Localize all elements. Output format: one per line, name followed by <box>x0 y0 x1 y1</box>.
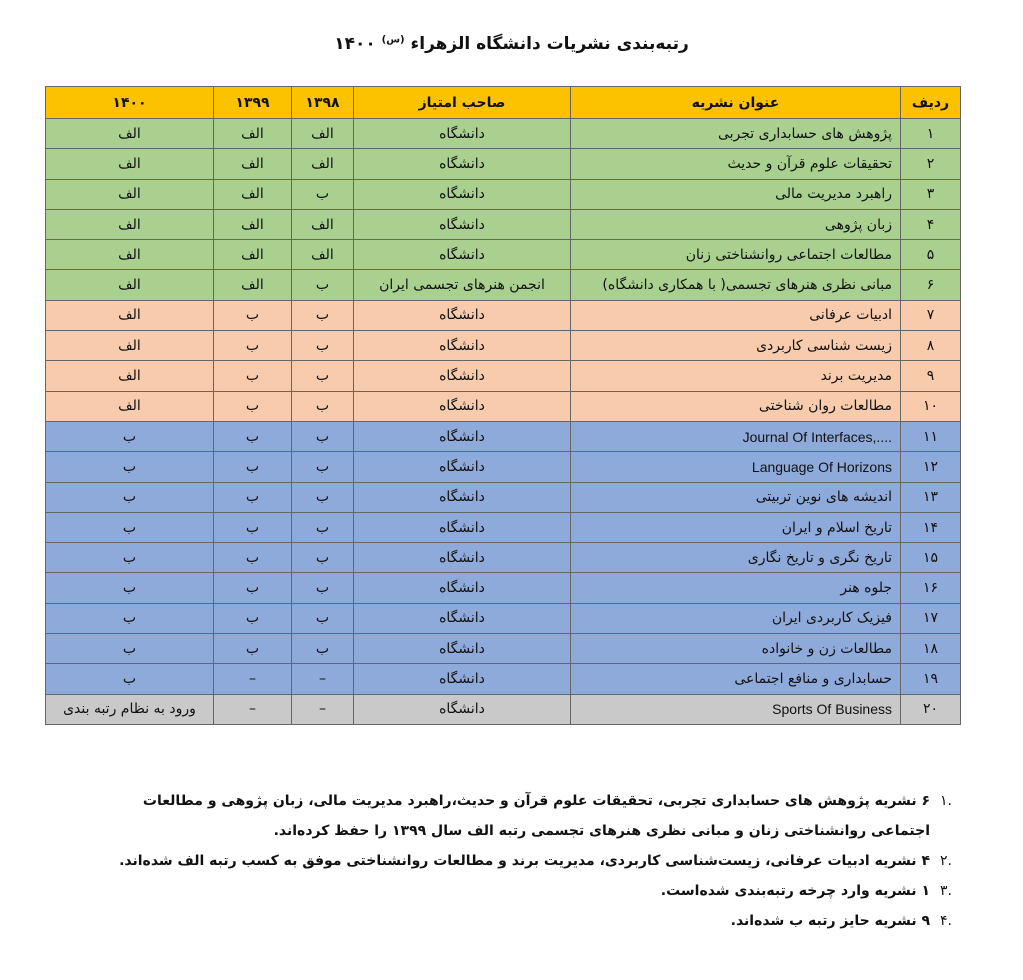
row-number-cell: ۱۹ <box>901 664 961 694</box>
rank-1399-cell: الف <box>214 240 292 270</box>
rank-1400-cell: ب <box>46 482 214 512</box>
rank-1398-cell: ب <box>292 452 354 482</box>
rank-1399-cell: ب <box>214 452 292 482</box>
rank-1400-cell: الف <box>46 391 214 421</box>
owner-cell: دانشگاه <box>354 391 571 421</box>
rank-1399-cell: الف <box>214 119 292 149</box>
rank-1399-cell: ب <box>214 573 292 603</box>
rank-1398-cell: ب <box>292 361 354 391</box>
row-number-cell: ۶ <box>901 270 961 300</box>
rank-1399-cell: ب <box>214 361 292 391</box>
owner-cell: دانشگاه <box>354 482 571 512</box>
table-row <box>46 270 961 300</box>
rank-1399-cell: الف <box>214 179 292 209</box>
rank-1400-cell: ب <box>46 634 214 664</box>
row-number-cell: ۱۴ <box>901 512 961 542</box>
table-header-row <box>46 87 961 119</box>
rank-1399-cell: ب <box>214 603 292 633</box>
journal-title-cell: زبان پژوهی <box>571 209 901 239</box>
note-item <box>90 786 952 846</box>
note-number: .۳ <box>940 883 952 899</box>
table-row <box>46 452 961 482</box>
journal-title-cell: اندیشه های نوین تربیتی <box>571 482 901 512</box>
rank-1398-cell: الف <box>292 240 354 270</box>
row-number-cell: ۲ <box>901 149 961 179</box>
rank-1399-cell: ب <box>214 421 292 451</box>
table-row <box>46 664 961 694</box>
rank-1398-cell: ب <box>292 391 354 421</box>
rank-1398-cell: ب <box>292 179 354 209</box>
journal-title-cell: مطالعات روان شناختی <box>571 391 901 421</box>
owner-cell: دانشگاه <box>354 331 571 361</box>
note-number: .۲ <box>940 853 952 869</box>
journal-title-cell: Journal Of Interfaces,.... <box>571 421 901 451</box>
rank-1400-cell: ب <box>46 421 214 451</box>
owner-cell: دانشگاه <box>354 149 571 179</box>
owner-cell: دانشگاه <box>354 179 571 209</box>
row-number-cell: ۱۶ <box>901 573 961 603</box>
rank-1400-cell: ورود به نظام رتبه بندی <box>46 694 214 724</box>
table-row <box>46 543 961 573</box>
row-number-cell: ۵ <box>901 240 961 270</box>
row-number-cell: ۱۱ <box>901 421 961 451</box>
row-number-cell: ۱۲ <box>901 452 961 482</box>
owner-cell: دانشگاه <box>354 421 571 451</box>
rank-1398-cell: الف <box>292 149 354 179</box>
owner-cell: دانشگاه <box>354 603 571 633</box>
journal-title-cell: تاریخ اسلام و ایران <box>571 512 901 542</box>
row-number-cell: ۱۵ <box>901 543 961 573</box>
owner-cell: دانشگاه <box>354 209 571 239</box>
owner-cell: دانشگاه <box>354 694 571 724</box>
rank-1400-cell: الف <box>46 209 214 239</box>
header-1399: ۱۳۹۹ <box>214 87 292 119</box>
table-row <box>46 391 961 421</box>
row-number-cell: ۱ <box>901 119 961 149</box>
rank-1400-cell: ب <box>46 664 214 694</box>
row-number-cell: ۲۰ <box>901 694 961 724</box>
owner-cell: دانشگاه <box>354 543 571 573</box>
owner-cell: انجمن هنرهای تجسمی ایران <box>354 270 571 300</box>
row-number-cell: ۱۸ <box>901 634 961 664</box>
table-row <box>46 331 961 361</box>
rank-1400-cell: ب <box>46 603 214 633</box>
rank-1398-cell: ب <box>292 331 354 361</box>
rank-1400-cell: الف <box>46 240 214 270</box>
table-row <box>46 209 961 239</box>
table-row <box>46 634 961 664</box>
rank-1399-cell: ب <box>214 482 292 512</box>
table-row <box>46 179 961 209</box>
rank-1398-cell: – <box>292 694 354 724</box>
journal-title-cell: راهبرد مدیریت مالی <box>571 179 901 209</box>
row-number-cell: ۱۷ <box>901 603 961 633</box>
rank-1399-cell: ب <box>214 634 292 664</box>
rank-1399-cell: الف <box>214 149 292 179</box>
rank-1399-cell: – <box>214 694 292 724</box>
ranking-table <box>45 86 961 725</box>
table-row <box>46 482 961 512</box>
owner-cell: دانشگاه <box>354 664 571 694</box>
rank-1400-cell: ب <box>46 512 214 542</box>
rank-1400-cell: الف <box>46 270 214 300</box>
rank-1398-cell: – <box>292 664 354 694</box>
title-text: رتبه‌بندی نشریات دانشگاه الزهراء <box>410 34 689 54</box>
rank-1398-cell: ب <box>292 543 354 573</box>
rank-1399-cell: الف <box>214 270 292 300</box>
rank-1399-cell: – <box>214 664 292 694</box>
header-1400: ۱۴۰۰ <box>46 87 214 119</box>
rank-1398-cell: ب <box>292 603 354 633</box>
notes-list <box>90 786 970 936</box>
journal-title-cell: مبانی نظری هنرهای تجسمی( با همکاری دانشگاه) <box>571 270 901 300</box>
rank-1400-cell: الف <box>46 179 214 209</box>
rank-1398-cell: الف <box>292 119 354 149</box>
rank-1400-cell: الف <box>46 119 214 149</box>
journal-title-cell: مطالعات اجتماعی روانشناختی زنان <box>571 240 901 270</box>
rank-1399-cell: ب <box>214 331 292 361</box>
rank-1399-cell: الف <box>214 209 292 239</box>
rank-1398-cell: الف <box>292 209 354 239</box>
row-number-cell: ۱۳ <box>901 482 961 512</box>
note-text: ۴ نشریه ادبیات عرفانی، زیست‌شناسی کاربردی، مدیریت برند و مطالعات روانشناختی موفق به کسب رتبه الف شده‌اند. <box>119 853 930 869</box>
page-title <box>0 34 1023 54</box>
journal-title-cell: حسابداری و منافع اجتماعی <box>571 664 901 694</box>
journal-title-cell: پژوهش های حسابداری تجربی <box>571 119 901 149</box>
header-row-number: ردیف <box>901 87 961 119</box>
owner-cell: دانشگاه <box>354 361 571 391</box>
row-number-cell: ۱۰ <box>901 391 961 421</box>
rank-1398-cell: ب <box>292 512 354 542</box>
journal-title-cell: زیست شناسی کاربردی <box>571 331 901 361</box>
row-number-cell: ۴ <box>901 209 961 239</box>
note-text: ۶ نشریه پژوهش های حسابداری تجربی، تحقیقات علوم قرآن و حدیث،راهبرد مدیریت مالی، زبان پژوهی و مطالعات اجتماعی روانشناختی زنان و مبانی نظری هنرهای تجسمی رتبه الف سال ۱۳۹۹ را حفظ کرده‌اند. <box>142 793 930 839</box>
journal-title-cell: Sports Of Business <box>571 694 901 724</box>
rank-1400-cell: ب <box>46 543 214 573</box>
rank-1398-cell: ب <box>292 634 354 664</box>
rank-1398-cell: ب <box>292 573 354 603</box>
rank-1400-cell: ب <box>46 452 214 482</box>
owner-cell: دانشگاه <box>354 573 571 603</box>
table-row <box>46 603 961 633</box>
journal-title-cell: Language Of Horizons <box>571 452 901 482</box>
journal-title-cell: ادبیات عرفانی <box>571 300 901 330</box>
table-row <box>46 361 961 391</box>
note-number: .۴ <box>940 913 952 929</box>
note-item <box>90 906 952 936</box>
rank-1400-cell: الف <box>46 300 214 330</box>
rank-1399-cell: ب <box>214 543 292 573</box>
table-row <box>46 694 961 724</box>
journal-title-cell: مدیریت برند <box>571 361 901 391</box>
table-row <box>46 149 961 179</box>
header-journal-title: عنوان نشریه <box>571 87 901 119</box>
row-number-cell: ۷ <box>901 300 961 330</box>
rank-1398-cell: ب <box>292 482 354 512</box>
owner-cell: دانشگاه <box>354 452 571 482</box>
rank-1398-cell: ب <box>292 300 354 330</box>
header-owner: صاحب امتیاز <box>354 87 571 119</box>
rank-1399-cell: ب <box>214 512 292 542</box>
table-row <box>46 240 961 270</box>
rank-1400-cell: الف <box>46 361 214 391</box>
row-number-cell: ۸ <box>901 331 961 361</box>
table-row <box>46 300 961 330</box>
owner-cell: دانشگاه <box>354 119 571 149</box>
journal-title-cell: جلوه هنر <box>571 573 901 603</box>
journal-title-cell: مطالعات زن و خانواده <box>571 634 901 664</box>
owner-cell: دانشگاه <box>354 240 571 270</box>
note-item <box>90 846 952 876</box>
table-row <box>46 573 961 603</box>
note-number: .۱ <box>940 793 952 809</box>
owner-cell: دانشگاه <box>354 512 571 542</box>
note-text: ۹ نشریه حایز رتبه ب شده‌اند. <box>730 913 930 929</box>
rank-1398-cell: ب <box>292 421 354 451</box>
owner-cell: دانشگاه <box>354 634 571 664</box>
row-number-cell: ۹ <box>901 361 961 391</box>
rank-1399-cell: ب <box>214 391 292 421</box>
rank-1400-cell: الف <box>46 331 214 361</box>
table-row <box>46 119 961 149</box>
title-honorific: (س) <box>381 34 405 46</box>
rank-1398-cell: ب <box>292 270 354 300</box>
journal-title-cell: تاریخ نگری و تاریخ نگاری <box>571 543 901 573</box>
rank-1400-cell: الف <box>46 149 214 179</box>
owner-cell: دانشگاه <box>354 300 571 330</box>
note-text: ۱ نشریه وارد چرخه رتبه‌بندی شده‌است. <box>660 883 930 899</box>
rank-1400-cell: ب <box>46 573 214 603</box>
row-number-cell: ۳ <box>901 179 961 209</box>
header-1398: ۱۳۹۸ <box>292 87 354 119</box>
journal-title-cell: فیزیک کاربردی ایران <box>571 603 901 633</box>
title-year: ۱۴۰۰ <box>334 34 376 54</box>
rank-1399-cell: ب <box>214 300 292 330</box>
table-row <box>46 512 961 542</box>
table-row <box>46 421 961 451</box>
note-item <box>90 876 952 906</box>
journal-title-cell: تحقیقات علوم قرآن و حدیث <box>571 149 901 179</box>
